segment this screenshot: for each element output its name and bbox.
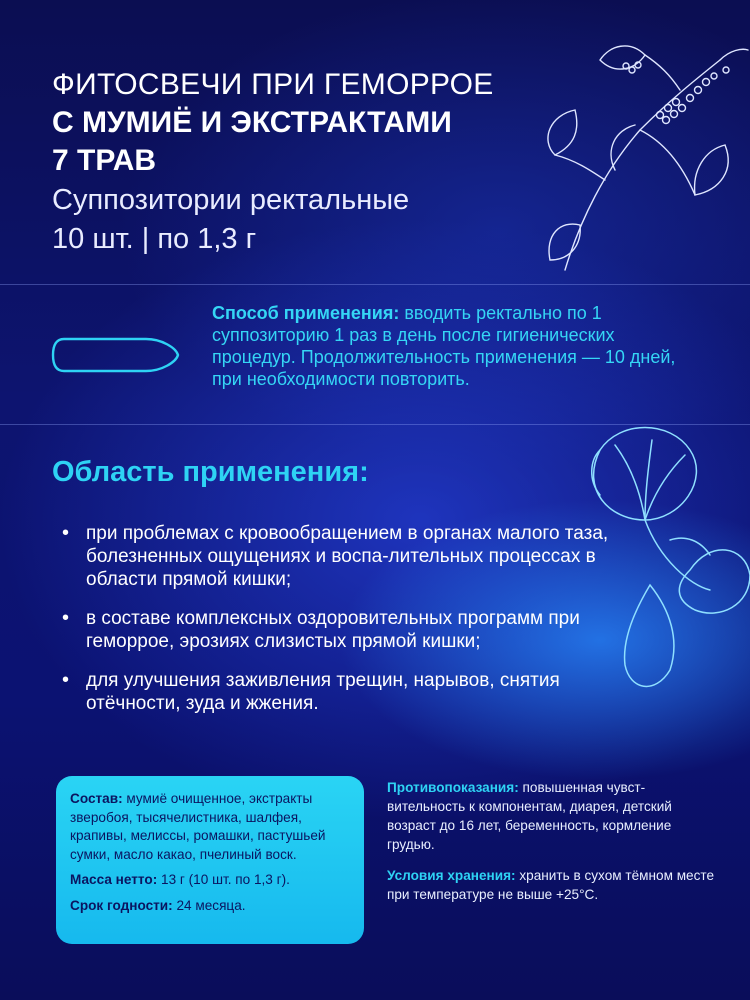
contraindications xyxy=(387,778,717,854)
title-line-3: 7 ТРАВ xyxy=(52,144,157,177)
suppository-outline-icon xyxy=(50,336,180,374)
composition-card xyxy=(56,776,364,944)
mass-label: Масса нетто: xyxy=(70,872,158,887)
area-title: Область применения: xyxy=(52,456,369,488)
list-item: • для улучшения заживления трещин, нарывов, снятия отёчности, зуда и жжения. xyxy=(60,669,620,715)
title-line-1: ФИТОСВЕЧИ ПРИ ГЕМОРРОЕ xyxy=(52,68,494,101)
subtitle-line-2: 10 шт. | по 1,3 г xyxy=(52,223,257,255)
divider-top xyxy=(0,284,750,285)
storage-label: Условия хранения: xyxy=(387,868,516,883)
storage-conditions xyxy=(387,866,717,904)
area-list xyxy=(60,522,620,731)
list-item: • при проблемах с кровообращением в органах малого таза, болезненных ощущениях и воспа-лительных процессах в области прямой кишки; xyxy=(60,522,620,591)
title-line-2: С МУМИЁ И ЭКСТРАКТАМИ xyxy=(52,106,452,139)
list-item: • в составе комплексных оздоровительных программ при геморрое, эрозиях слизистых прямой кишки; xyxy=(60,607,620,653)
shelf-life-label: Срок годности: xyxy=(70,897,173,913)
composition-paragraph xyxy=(70,790,352,864)
composition-label: Состав: xyxy=(70,791,123,806)
product-title-block xyxy=(52,66,572,258)
contraindications-text: повышенная чувст-вительность к компонентам, диарея, детский возраст до 16 лет, беременность, кормление грудью. xyxy=(387,780,672,852)
mass-paragraph xyxy=(70,871,352,890)
divider-middle xyxy=(0,424,750,425)
subtitle-line-1: Суппозитории ректальные xyxy=(52,184,410,216)
shelf-life-text: 24 месяца. xyxy=(172,897,246,913)
usage-instructions xyxy=(212,302,682,390)
composition-text: мумиё очищенное, экстракты зверобоя, тысячелистника, шалфея, крапивы, мелиссы, ромашки, пастушьей сумки, масло какао, пчелиный воск. xyxy=(70,791,326,862)
usage-text: вводить ректально по 1 суппозиторию 1 раз в день после гигиенических процедур. Продолжительность применения — 10 дней, при необходимости повторить. xyxy=(212,303,676,389)
shelf-life-paragraph xyxy=(70,897,352,916)
usage-label: Способ применения: xyxy=(212,303,400,323)
mass-text: 13 г (10 шт. по 1,3 г). xyxy=(157,872,290,887)
contraindications-label: Противопоказания: xyxy=(387,780,519,795)
storage-text: хранить в сухом тёмном месте при температуре не выше +25°C. xyxy=(387,868,715,902)
